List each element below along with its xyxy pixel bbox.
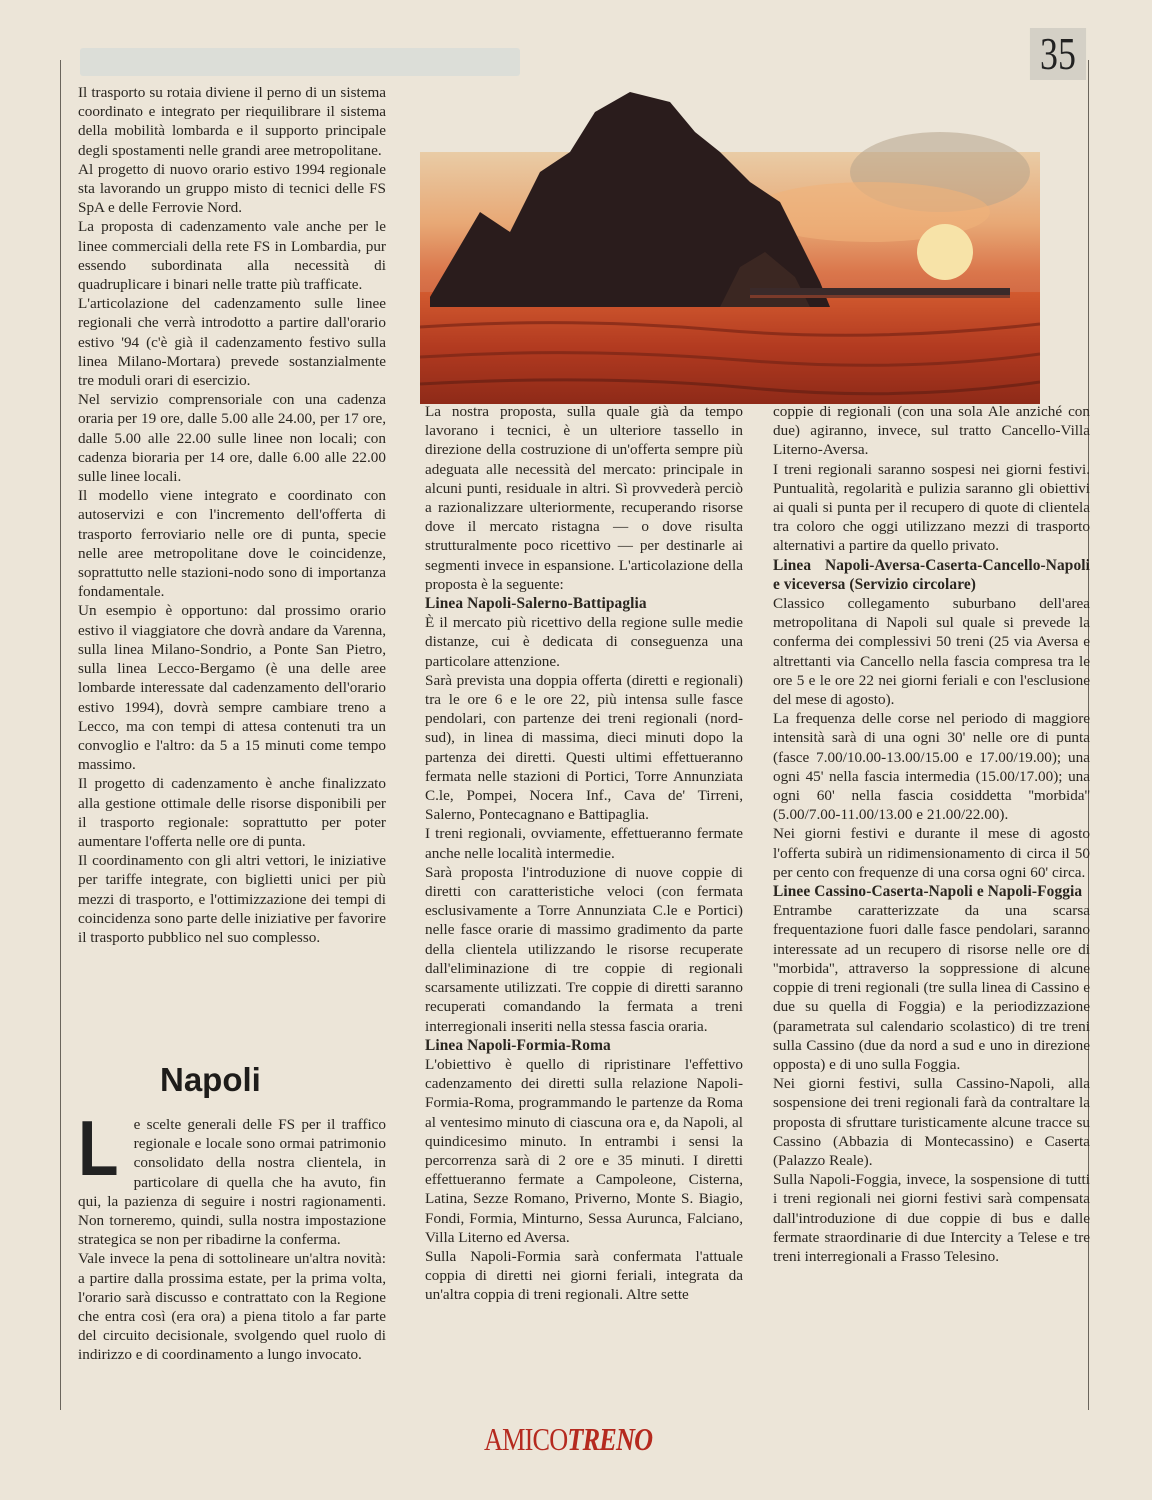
paragraph: Nei giorni festivi e durante il mese di agosto l'offerta subirà un ridimensionamento di circa il 50 per cento con frequenze di una corsa ogni 60' circa. [773, 825, 1090, 881]
section-title-napoli: Napoli [160, 1061, 261, 1098]
subheading-cassino-foggia: Linee Cassino-Caserta-Napoli e Napoli-Foggia [773, 883, 1083, 901]
left-margin-rule [60, 60, 61, 1410]
paragraph: L'articolazione del cadenzamento sulle linee regionali che verrà introdotto a partire dall'orario estivo '94 (c'è già il cadenzamento festivo sulla linea Milano-Mortara) prevede sostanzialmente tre moduli orari di esercizio. [78, 295, 386, 390]
subheading-servizio-circolare: Linea Napoli-Aversa-Caserta-Cancello-Napoli e viceversa (Servizio circolare) [773, 556, 1090, 593]
column-1-text [78, 83, 386, 947]
paragraph: Nel servizio comprensoriale con una cadenza oraria per 19 ore, dalle 5.00 alle 24.00, per 17 ore, dalle 5.00 alle 22.00 sulle linee non locali; con cadenza bioraria per 14 ore, dalle 6.00 alle 22.00 sulle linee locali. [78, 391, 386, 486]
paragraph: Il modello viene integrato e coordinato con autoservizi e con l'incremento dell'offerta di trasporto ferroviario nelle ore di punta, specie nelle aree metropolitane dove le coincidenze, soprattutto nelle stazioni-nodo sono di importanza fondamentale. [78, 487, 386, 601]
logo-text-amico: AMICO [484, 1421, 568, 1457]
paragraph: La frequenza delle corse nel periodo di maggiore intensità sarà di una ogni 30' nelle ore di punta (fasce 7.00/10.00-13.00/15.00 e 17.00/19.00); una ogni 45' nella fascia intermedia (15.00/17.00); una ogni 60' nella fascia cosiddetta ''morbida'' (5.00/7.00-11.00/13.00 e 21.00/22.00). [773, 710, 1090, 824]
paragraph: Sulla Napoli-Foggia, invece, la sospensione di tutti i treni regionali nei giorni festivi sarà compensata dall'introduzione di due coppie di bus e dalle fermate straordinarie di due Intercity a Telese e tre treni interregionali a Frasso Telesino. [773, 1171, 1090, 1265]
paragraph: La nostra proposta, sulla quale già da tempo lavorano i tecnici, è un ulteriore tassello in direzione della costruzione di un'offerta sempre più adeguata alle necessità del mercato: principale in alcuni punti, residuale in altri. Sì provvederà perciò a razionalizzare ulteriormente, recuperando risorse dove il mercato ristagna — o dove risulta strutturalmente poco ricettivo — per destinarle ai segmenti invece in espansione. L'articolazione della proposta è la seguente: [425, 403, 743, 593]
paragraph: Nei giorni festivi, sulla Cassino-Napoli, alla sospensione dei treni regionali farà da contraltare la proposta di sfruttare turisticamente alcune tracce su Cassino (Abbazia di Montecassino) e Caserta (Palazzo Reale). [773, 1075, 1090, 1169]
paragraph: coppie di regionali (con una sola Ale anziché con due) agiranno, invece, sul tratto Cancello-Villa Literno-Aversa. [773, 403, 1090, 459]
paragraph: Vale invece la pena di sottolineare un'altra novità: a partire dalla prossima estate, per la prima volta, l'orario sarà discusso e contrattato con la Regione che entra così (era ora) a piena titolo a far parte del circuito decisionale, svolgendo quel ruolo di indirizzo e di coordinamento a lungo invocato. [78, 1250, 386, 1364]
paragraph: È il mercato più ricettivo della regione sulle medie distanze, cui è dedicata di conseguenza una particolare attenzione. [425, 614, 743, 670]
paragraph: Il coordinamento con gli altri vettori, le iniziative per tariffe integrate, con biglietti unici per più mezzi di trasporto, e l'ottimizzazione dei tempi di coincidenza sono parte delle iniziative per favorire il trasporto pubblico nel suo complesso. [78, 852, 386, 946]
page-number: 35 [1030, 28, 1086, 80]
paragraph: L'obiettivo è quello di ripristinare l'effettivo cadenzamento dei diretti sulla relazione Napoli-Formia-Roma, programmando le partenze da Roma al ventesimo minuto di ciascuna ora e, da Napoli, al quindicesimo minuto. In entrambi i sensi la percorrenza sarà di 2 ore e 35 minuti. I diretti effettueranno fermate a Campoleone, Cisterna, Latina, Sezze Romano, Priverno, Monte S. Biagio, Fondi, Formia, Minturno, Sessa Aurunca, Falciano, Villa Literno ed Aversa. [425, 1055, 743, 1246]
paragraph: Il progetto di cadenzamento è anche finalizzato alla gestione ottimale delle risorse disponibili per il trasporto regionale: soprattutto per poter aumentare l'offerta nelle ore di punta. [78, 775, 386, 850]
drop-cap: L [78, 1104, 119, 1192]
paragraph: Entrambe caratterizzate da una scarsa frequentazione fuori dalle fasce pendolari, saranno interessate ad un recupero di risorse nelle ore di ''morbida'', attraverso la soppressione di alcune coppie di treni regionali (tre sulla linea di Cassino e due su quella di Foggia) e la periodizzazione (parametrata sul calendario scolastico) di tre treni sulla Cassino (due da nord a sud e uno in direzione opposta) e di uno sulla Foggia. [773, 902, 1090, 1073]
column-2-text [425, 402, 743, 1305]
amicotreno-logo [484, 1418, 653, 1460]
paragraph-text: e scelte generali delle FS per il traffico regionale e locale sono ormai patrimonio consolidato della nostra clientela, in particolare di quella che ha avuto, fin qui, la pazienza di seguire i nostri ragionamenti. Non torneremo, quindi, sulla nostra impostazione strategica se non per ribadirne la conferma. [78, 1116, 386, 1249]
paragraph: Classico collegamento suburbano dell'area metropolitana di Napoli sul quale si prevede la conferma dei complessivi 50 treni (25 via Aversa e altrettanti via Cancello nella fascia compresa tra le ore 5 e le ore 22 nei giorni feriali e con l'esclusione del mese di agosto). [773, 595, 1090, 709]
paragraph: Sulla Napoli-Formia sarà confermata l'attuale coppia di diretti nei giorni feriali, integrata da un'altra coppia di treni regionali. Altre sette [425, 1247, 743, 1304]
subheading-napoli-formia-roma: Linea Napoli-Formia-Roma [425, 1036, 611, 1054]
subheading-napoli-salerno-battipaglia: Linea Napoli-Salerno-Battipaglia [425, 595, 647, 613]
paragraph: Sarà prevista una doppia offerta (diretti e regionali) tra le ore 6 e le ore 22, più intensa sulle fasce pendolari, con partenze dei treni regionali (nord-sud), in linea di massima, dieci minuti dopo la partenza dei diretti. Questi ultimi effettueranno fermata nelle stazioni di Portici, Torre Annunziata C.le, Pompei, Nocera Inf., Cava de' Tirreni, Salerno, Pontecagnano e Battipaglia. [425, 671, 743, 824]
paragraph: La proposta di cadenzamento vale anche per le linee commerciali della rete FS in Lombardia, pur essendo subordinata alla necessità di quadruplicare i binari nelle tratte più trafficate. [78, 218, 386, 294]
sunset-sea-stack-illustration [420, 92, 1040, 404]
paragraph: I treni regionali saranno sospesi nei giorni festivi. Puntualità, regolarità e pulizia saranno gli obiettivi ai quali si punta per il recupero di quote di clientela tra coloro che oggi utilizzano mezzi di trasporto alternativi a partire da quello privato. [773, 460, 1090, 555]
paragraph: I treni regionali, ovviamente, effettueranno fermate anche nelle località intermedie. [425, 825, 743, 862]
paragraph: Sarà proposta l'introduzione di nuove coppie di diretti con caratteristiche veloci (con fermata esclusivamente a Torre Annunziata C.le e Portici) nelle fasce orarie di massimo gradimento da parte della clientela utilizzando le risorse recuperate dall'eliminazione di tre coppie di regionali scarsamente utilizzati. Tre coppie di diretti saranno recuperati comandando la fermata a treni interregionali inseriti nella stessa fascia oraria. [425, 863, 743, 1035]
paragraph: Il trasporto su rotaia diviene il perno di un sistema coordinato e integrato per riequilibrare il sistema della mobilità lombarda e il supporto principale degli spostamenti nelle grandi aree metropolitane. [78, 84, 386, 159]
column-3-text [773, 402, 1090, 1266]
paragraph [78, 1104, 386, 1249]
logo-text-treno: TRENO [567, 1421, 653, 1457]
napoli-intro-text [78, 1104, 386, 1365]
faded-header-band [80, 48, 520, 76]
paragraph: Un esempio è opportuno: dal prossimo orario estivo il viaggiatore che dovrà andare da Varenna, sulla linea Milano-Sondrio, a Ponte San Pietro, sulla linea Lecco-Bergamo (è una delle aree lombarde interessate dal cadenzamento dell'orario estivo 1994), dovrà sempre cambiare treno a Lecco, ma con tempi di attesa contenuti tra un convoglio e l'altro: da 5 a 15 minuti come tempo massimo. [78, 602, 386, 774]
paragraph: Al progetto di nuovo orario estivo 1994 regionale sta lavorando un gruppo misto di tecnici delle FS SpA e delle Ferrovie Nord. [78, 160, 386, 217]
sun-icon [917, 224, 973, 280]
